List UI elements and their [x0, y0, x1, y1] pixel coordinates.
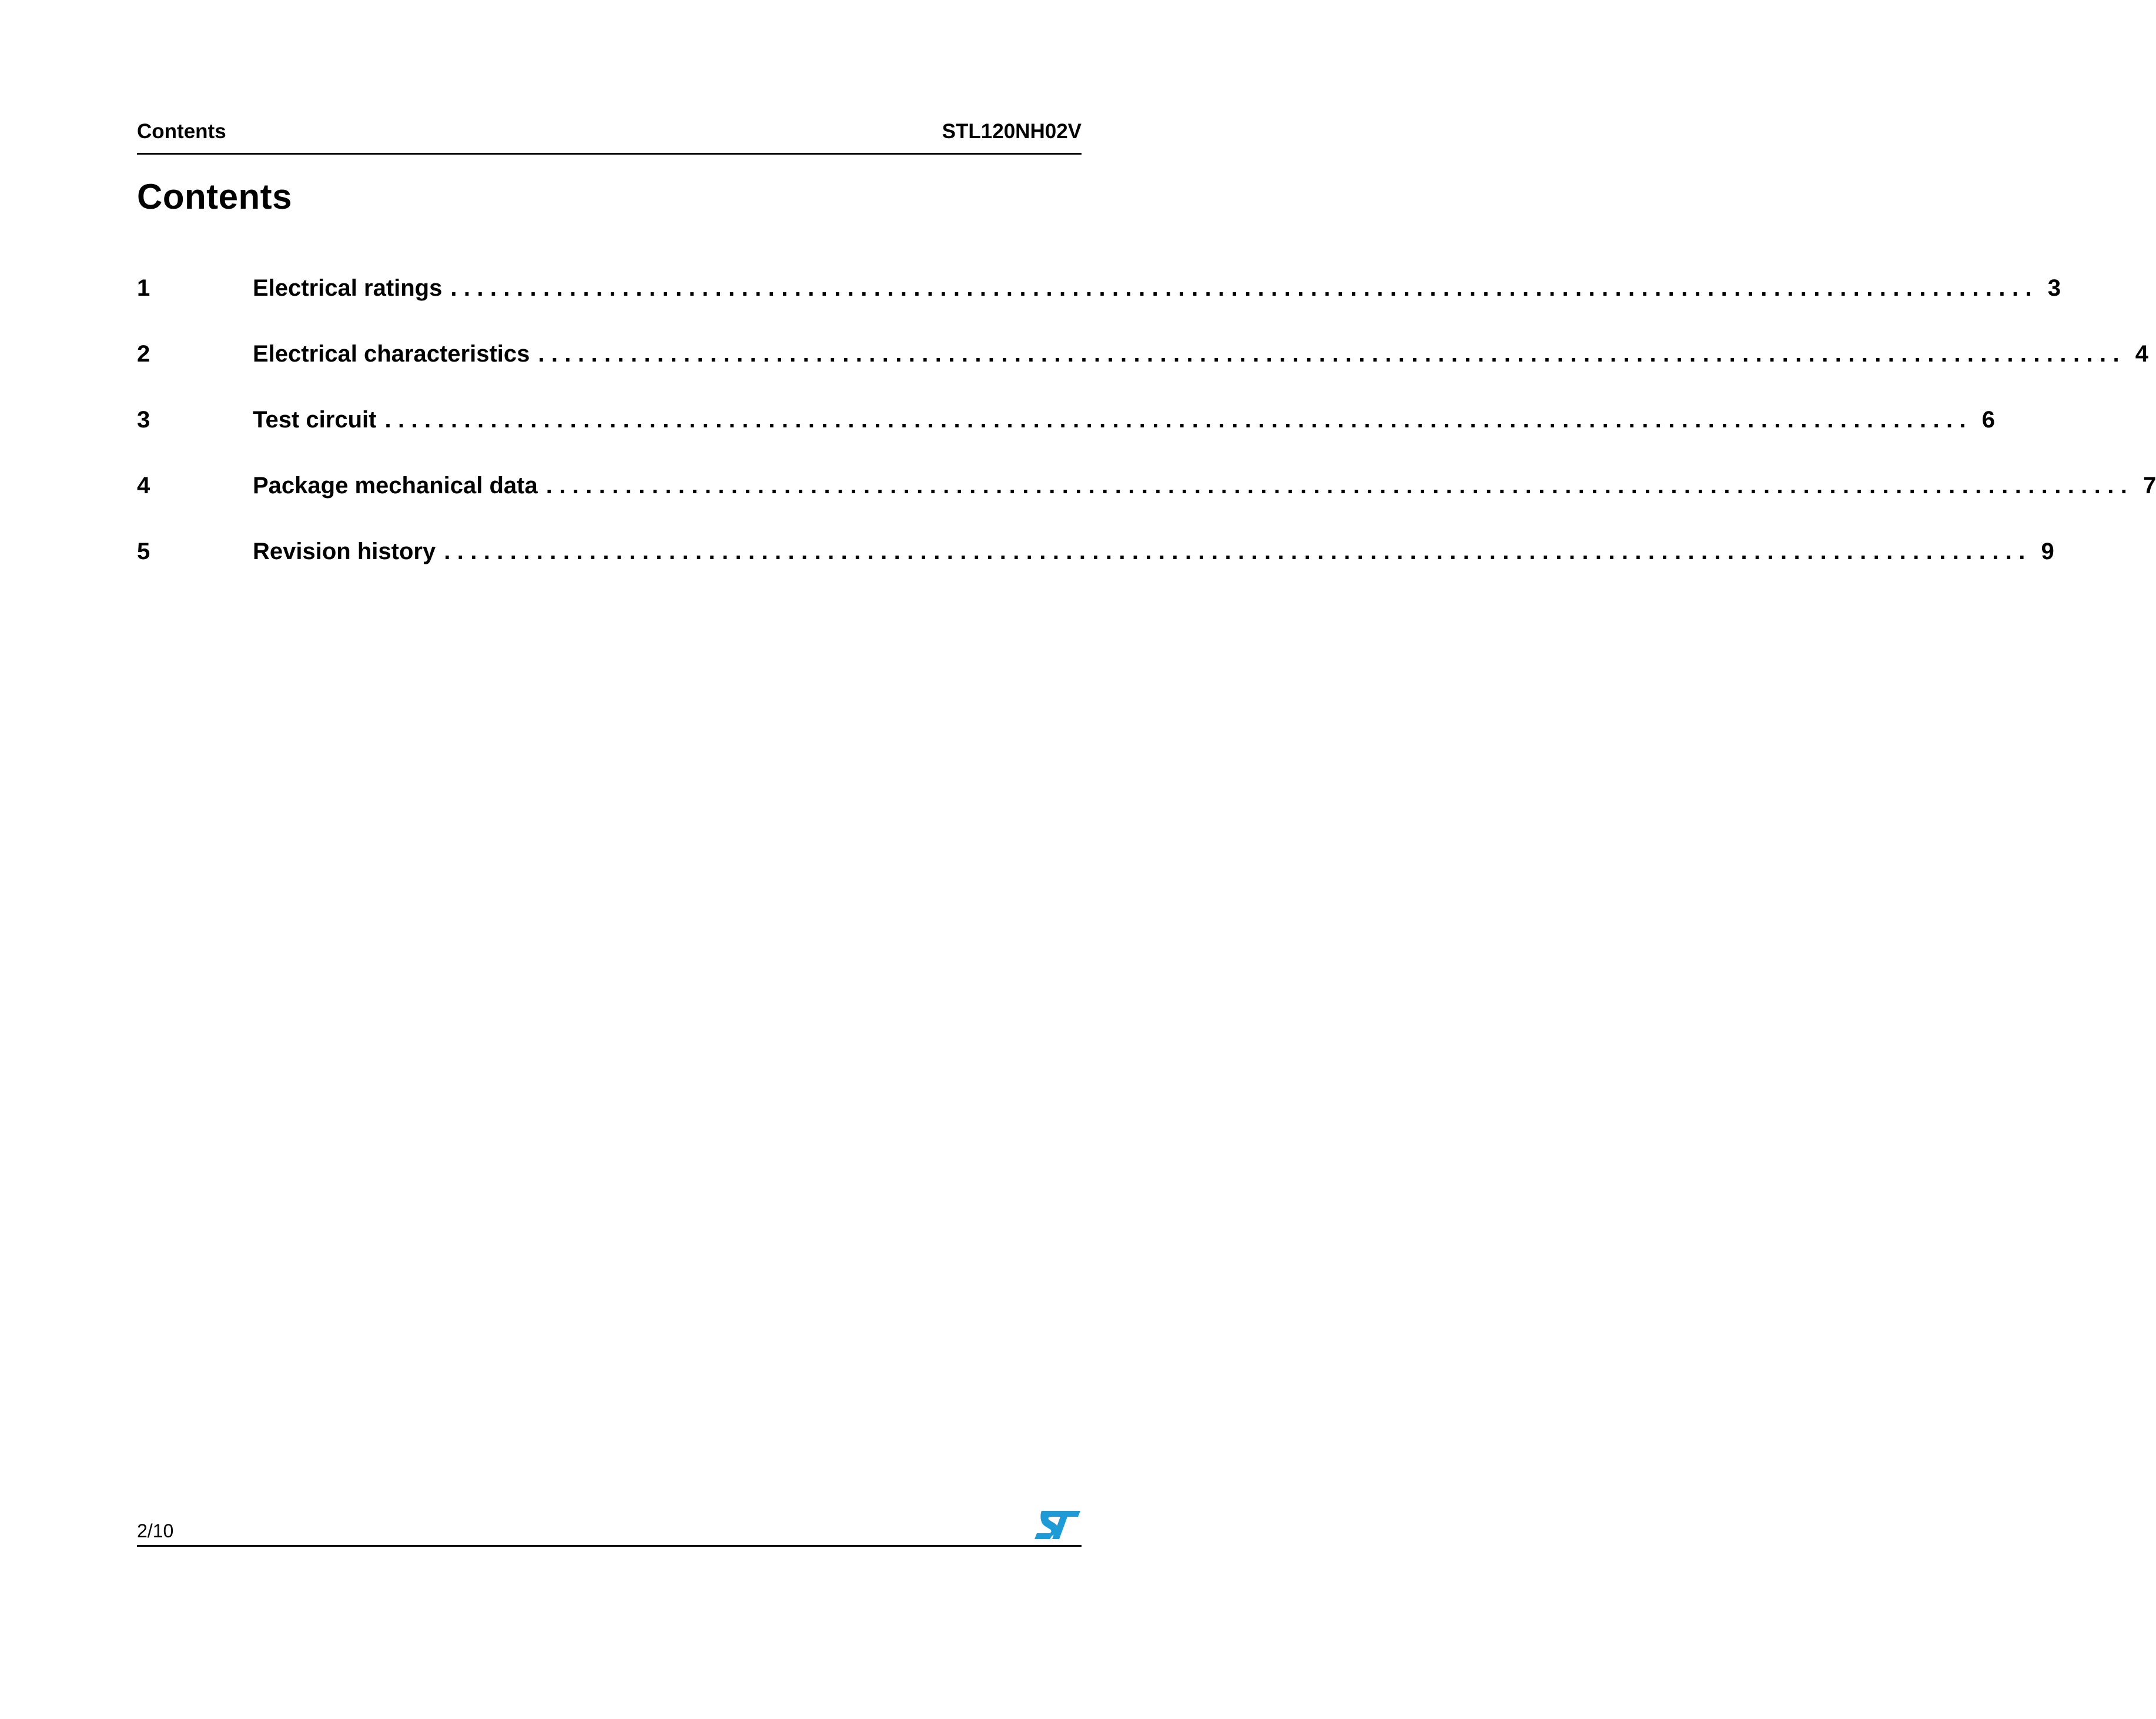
toc-entry-number: 1 — [137, 275, 150, 301]
running-footer — [137, 1510, 1082, 1547]
toc-entry-title: Package mechanical data — [253, 473, 546, 499]
toc-entry-title: Test circuit — [253, 407, 384, 433]
toc-entry-page: 3 — [2047, 275, 2061, 301]
toc-leader-dots: ........................................................................................................................ — [545, 473, 2134, 499]
toc-entry-page: 9 — [2041, 539, 2054, 564]
toc-entry[interactable] — [137, 275, 2061, 341]
running-header — [137, 118, 1082, 155]
toc-entry-number: 2 — [137, 341, 150, 367]
toc-entry-title: Electrical ratings — [253, 275, 450, 302]
toc-entry-title: Revision history — [253, 539, 444, 565]
toc-entry[interactable] — [137, 539, 2054, 604]
toc-leader-dots: ........................................................................................................................ — [384, 407, 1973, 433]
toc-entry-page: 4 — [2135, 341, 2148, 367]
toc-entry-page: 6 — [1981, 407, 1996, 433]
toc-entry-number: 5 — [137, 539, 150, 564]
header-section-label: Contents — [137, 120, 226, 143]
toc-entry[interactable] — [137, 473, 2156, 539]
toc-leader-dots: ........................................................................................................................ — [538, 341, 2126, 367]
toc-leader-dots: ........................................................................................................................ — [444, 539, 2032, 564]
table-of-contents — [137, 275, 2156, 604]
toc-entry[interactable] — [137, 407, 1996, 473]
toc-entry[interactable] — [137, 341, 2148, 407]
toc-entry-title: Electrical characteristics — [253, 341, 538, 367]
toc-leader-dots: ........................................................................................................................ — [450, 275, 2038, 301]
st-logo-s — [1035, 1511, 1080, 1539]
footer-page-number: 2/10 — [137, 1520, 174, 1541]
toc-entry-number: 3 — [137, 407, 150, 433]
page-title: Contents — [137, 177, 292, 216]
st-logo-icon — [1033, 1510, 1082, 1540]
toc-entry-number: 4 — [137, 473, 150, 499]
header-part-number: STL120NH02V — [942, 120, 1082, 143]
toc-entry-page: 7 — [2143, 473, 2156, 499]
